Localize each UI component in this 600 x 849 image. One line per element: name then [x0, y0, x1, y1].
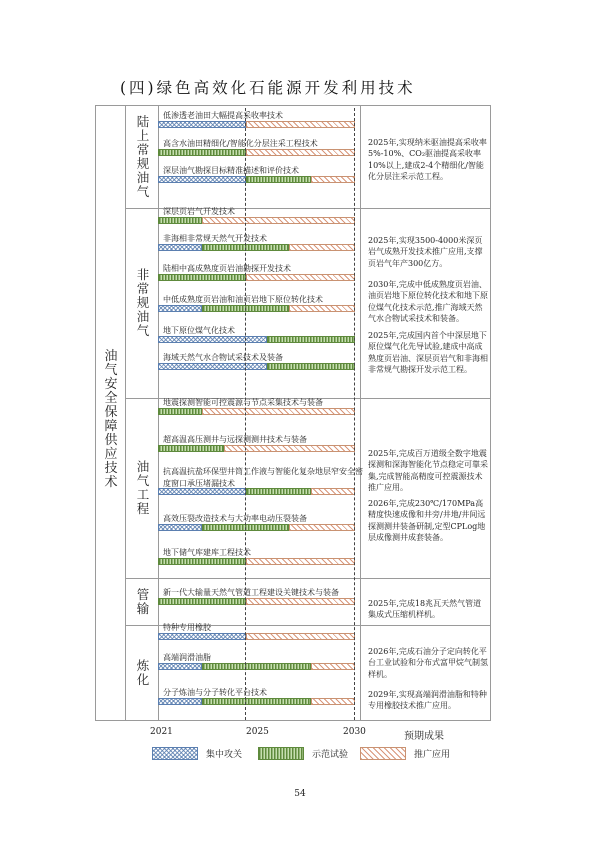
tech-label: 深层页岩气开发技术	[163, 207, 235, 216]
tech-label: 中低成熟度页岩油和油页岩地下原位转化技术	[163, 295, 323, 304]
outer-label-char: 保	[104, 405, 118, 421]
timeline-bar-b3	[202, 408, 355, 415]
timeline-bar-b2	[158, 217, 202, 224]
section-label-char: 常	[136, 281, 150, 296]
section-label-char: 气	[136, 473, 150, 488]
tech-label: 特种专用橡胶	[163, 623, 211, 632]
outer-label-char: 供	[104, 433, 118, 449]
timeline-bar-b2	[158, 445, 224, 452]
timeline-bar-b3	[311, 663, 355, 670]
timeline-bar-b1	[158, 121, 246, 128]
timeline-bar-b1	[158, 336, 267, 343]
tech-label: 低渗透老油田大幅提高采收率技术	[163, 111, 283, 120]
outer-label-char: 应	[104, 447, 118, 463]
timeline-bar-b3	[289, 524, 355, 531]
section-label-char: 气	[136, 323, 150, 338]
tech-label: 抗高温抗盐环保型井筒工作液与智能化复杂地层窄安全密度窗口承压堵漏技术	[163, 467, 363, 488]
guide-2025	[245, 108, 246, 720]
legend-label-promotion: 推广应用	[414, 750, 451, 760]
section-label-1	[134, 268, 152, 338]
timeline-bar-b1	[158, 244, 202, 251]
section-label-char: 管	[136, 586, 150, 602]
expected-outcome-text: 2025年,实现3500-4000米深页岩气成熟开发技术推广应用,支撑页岩气年产300亿方。	[368, 236, 483, 268]
outer-label-char: 安	[104, 377, 118, 393]
tech-label: 分子炼油与分子转化平台技术	[163, 688, 267, 697]
expected-outcome-text: 2026年,完成230℃/170MPa高精度快速成像和井旁/井地/井间远探测测井装备研制,定型CPLog地层成像测井成套装备。	[368, 499, 486, 543]
legend-swatch-promotion	[360, 747, 406, 760]
guide-2030	[354, 108, 355, 720]
section-label-char: 程	[136, 501, 150, 516]
timeline-bar-b3	[246, 274, 355, 281]
section-label-char: 化	[136, 672, 150, 687]
timeline-bar-b3	[289, 244, 355, 251]
expected-outcome-text: 2030年,完成中低成熟度页岩油、油页岩地下原位转化技术和地下原位煤气化技术示范,推广海域天然气水合物试采技术和装备。	[368, 280, 488, 324]
year-2021: 2021	[150, 727, 173, 737]
tech-label: 地震探测智能可控震源与节点采集技术与装备	[163, 398, 323, 407]
section-label-3	[134, 588, 152, 616]
section-label-char: 非	[136, 267, 150, 282]
expected-outcome-text: 2029年,实现高端润滑油脂和特种专用橡胶技术推广应用。	[368, 690, 487, 711]
outer-label-char: 全	[104, 391, 118, 407]
section-label-char: 规	[136, 155, 150, 171]
section-divider-2	[125, 578, 491, 579]
outer-label-char: 术	[104, 475, 118, 491]
timeline-bar-b1	[158, 363, 267, 370]
section-label-char: 规	[136, 295, 150, 310]
outcome-header: 预期成果	[404, 731, 444, 742]
page-number: 54	[294, 789, 306, 799]
outcome-column-divider	[360, 105, 361, 721]
expected-outcome-text: 2025年,完成国内首个中深层地下原位煤气化先导试验,建成中高成熟度页岩油、深层页岩气和非海相非常规气勘探开发示范工程。	[368, 331, 488, 375]
year-2030: 2030	[343, 727, 366, 737]
expected-outcome-text: 2026年,完成石油分子定向转化平台工业试验和分布式富甲烷气制氢样机。	[368, 647, 488, 679]
outer-label-char: 障	[104, 419, 118, 435]
legend-item-promotion	[360, 747, 450, 760]
section-label-char: 常	[136, 141, 150, 157]
timeline-bar-b2	[158, 598, 246, 605]
page-title: (四)绿色高效化石能源开发利用技术	[120, 79, 416, 97]
legend-label-concentrated: 集中攻关	[206, 750, 243, 760]
timeline-bar-b3	[246, 121, 355, 128]
section-label-4	[134, 659, 152, 687]
expected-outcome-text: 2025年,实现纳米驱油提高采收率5%-10%、CO₂驱油提高采收率10%以上,建成2-4个精细化/智能化分层注采示范工程。	[368, 138, 487, 182]
tech-label: 地下储气库建库工程技术	[163, 548, 251, 557]
expected-outcome-text: 2025年,完成18兆瓦天然气管道集成式压缩机样机。	[368, 599, 482, 620]
section-label-char: 油	[136, 169, 150, 185]
timeline-bar-b3	[246, 633, 355, 640]
section-label-0	[134, 115, 152, 199]
tech-label: 超高温高压测井与远探测测井技术与装备	[163, 435, 307, 444]
timeline-bar-b3	[246, 558, 355, 565]
outer-label-char: 气	[104, 363, 118, 379]
legend-swatch-demonstration	[258, 747, 304, 760]
timeline-bar-b2	[202, 663, 311, 670]
section-label-char: 油	[136, 459, 150, 474]
tech-label: 高效压裂改造技术与大功率电动压裂装备	[163, 514, 307, 523]
legend-label-demonstration: 示范试验	[312, 750, 349, 760]
legend-item-demonstration	[258, 747, 348, 760]
section-label-char: 输	[136, 600, 150, 616]
section-label-char: 炼	[136, 658, 150, 673]
section-label-2	[134, 460, 152, 516]
timeline-bar-b1	[158, 524, 202, 531]
legend-item-concentrated	[152, 747, 242, 760]
timeline-bar-b2	[267, 363, 355, 370]
tech-label: 高端润滑油脂	[163, 653, 211, 662]
outer-label-char: 技	[104, 461, 118, 477]
section-label-char: 工	[136, 487, 150, 502]
timeline-bar-b2	[267, 336, 355, 343]
section-label-char: 气	[136, 183, 150, 199]
timeline-bar-b3	[202, 217, 355, 224]
expected-outcome-text: 2025年,完成百万道级全数字地震探测和深海智能化节点稳定可靠采集,完成智能高精度可控震源技术推广应用。	[368, 449, 488, 493]
legend-swatch-concentrated	[152, 747, 198, 760]
tech-label: 海域天然气水合物试采技术及装备	[163, 353, 283, 362]
tech-label: 新一代大输量天然气管道工程建设关键技术与装备	[163, 588, 339, 597]
section-label-char: 陆	[136, 113, 150, 129]
timeline-bar-b2	[158, 274, 246, 281]
tech-label: 非海相非常规天然气开发技术	[163, 234, 267, 243]
timeline-bar-b2	[158, 149, 246, 156]
timeline-bar-b2	[246, 176, 312, 183]
outer-label-char: 油	[104, 349, 118, 364]
timeline-bar-b2	[202, 698, 311, 705]
tech-label: 深层油气勘探目标精准描述和评价技术	[163, 166, 299, 175]
tech-label: 陆相中高成熟度页岩油勘探开发技术	[163, 264, 291, 273]
timeline-bar-b2	[158, 558, 246, 565]
tech-label: 地下原位煤气化技术	[163, 326, 235, 335]
outer-category-label	[102, 350, 120, 490]
timeline-bar-b3	[311, 176, 355, 183]
timeline-bar-b1	[158, 305, 202, 312]
label-column-divider	[125, 105, 126, 721]
timeline-bar-b1	[158, 663, 202, 670]
section-label-char: 油	[136, 309, 150, 324]
tech-label: 高含水油田精细化/智能化分层注采工程技术	[163, 139, 318, 148]
timeline-bar-b1	[158, 176, 246, 183]
timeline-bar-b3	[311, 698, 355, 705]
timeline-bar-b1	[158, 633, 246, 640]
timeline-bar-b3	[246, 149, 355, 156]
timeline-bar-b2	[158, 408, 202, 415]
year-2025: 2025	[246, 727, 269, 737]
timeline-bar-b3	[224, 445, 355, 452]
timeline-bar-b3	[289, 305, 355, 312]
section-label-char: 上	[136, 127, 150, 143]
timeline-bar-b3	[246, 598, 355, 605]
timeline-bar-b1	[158, 698, 202, 705]
